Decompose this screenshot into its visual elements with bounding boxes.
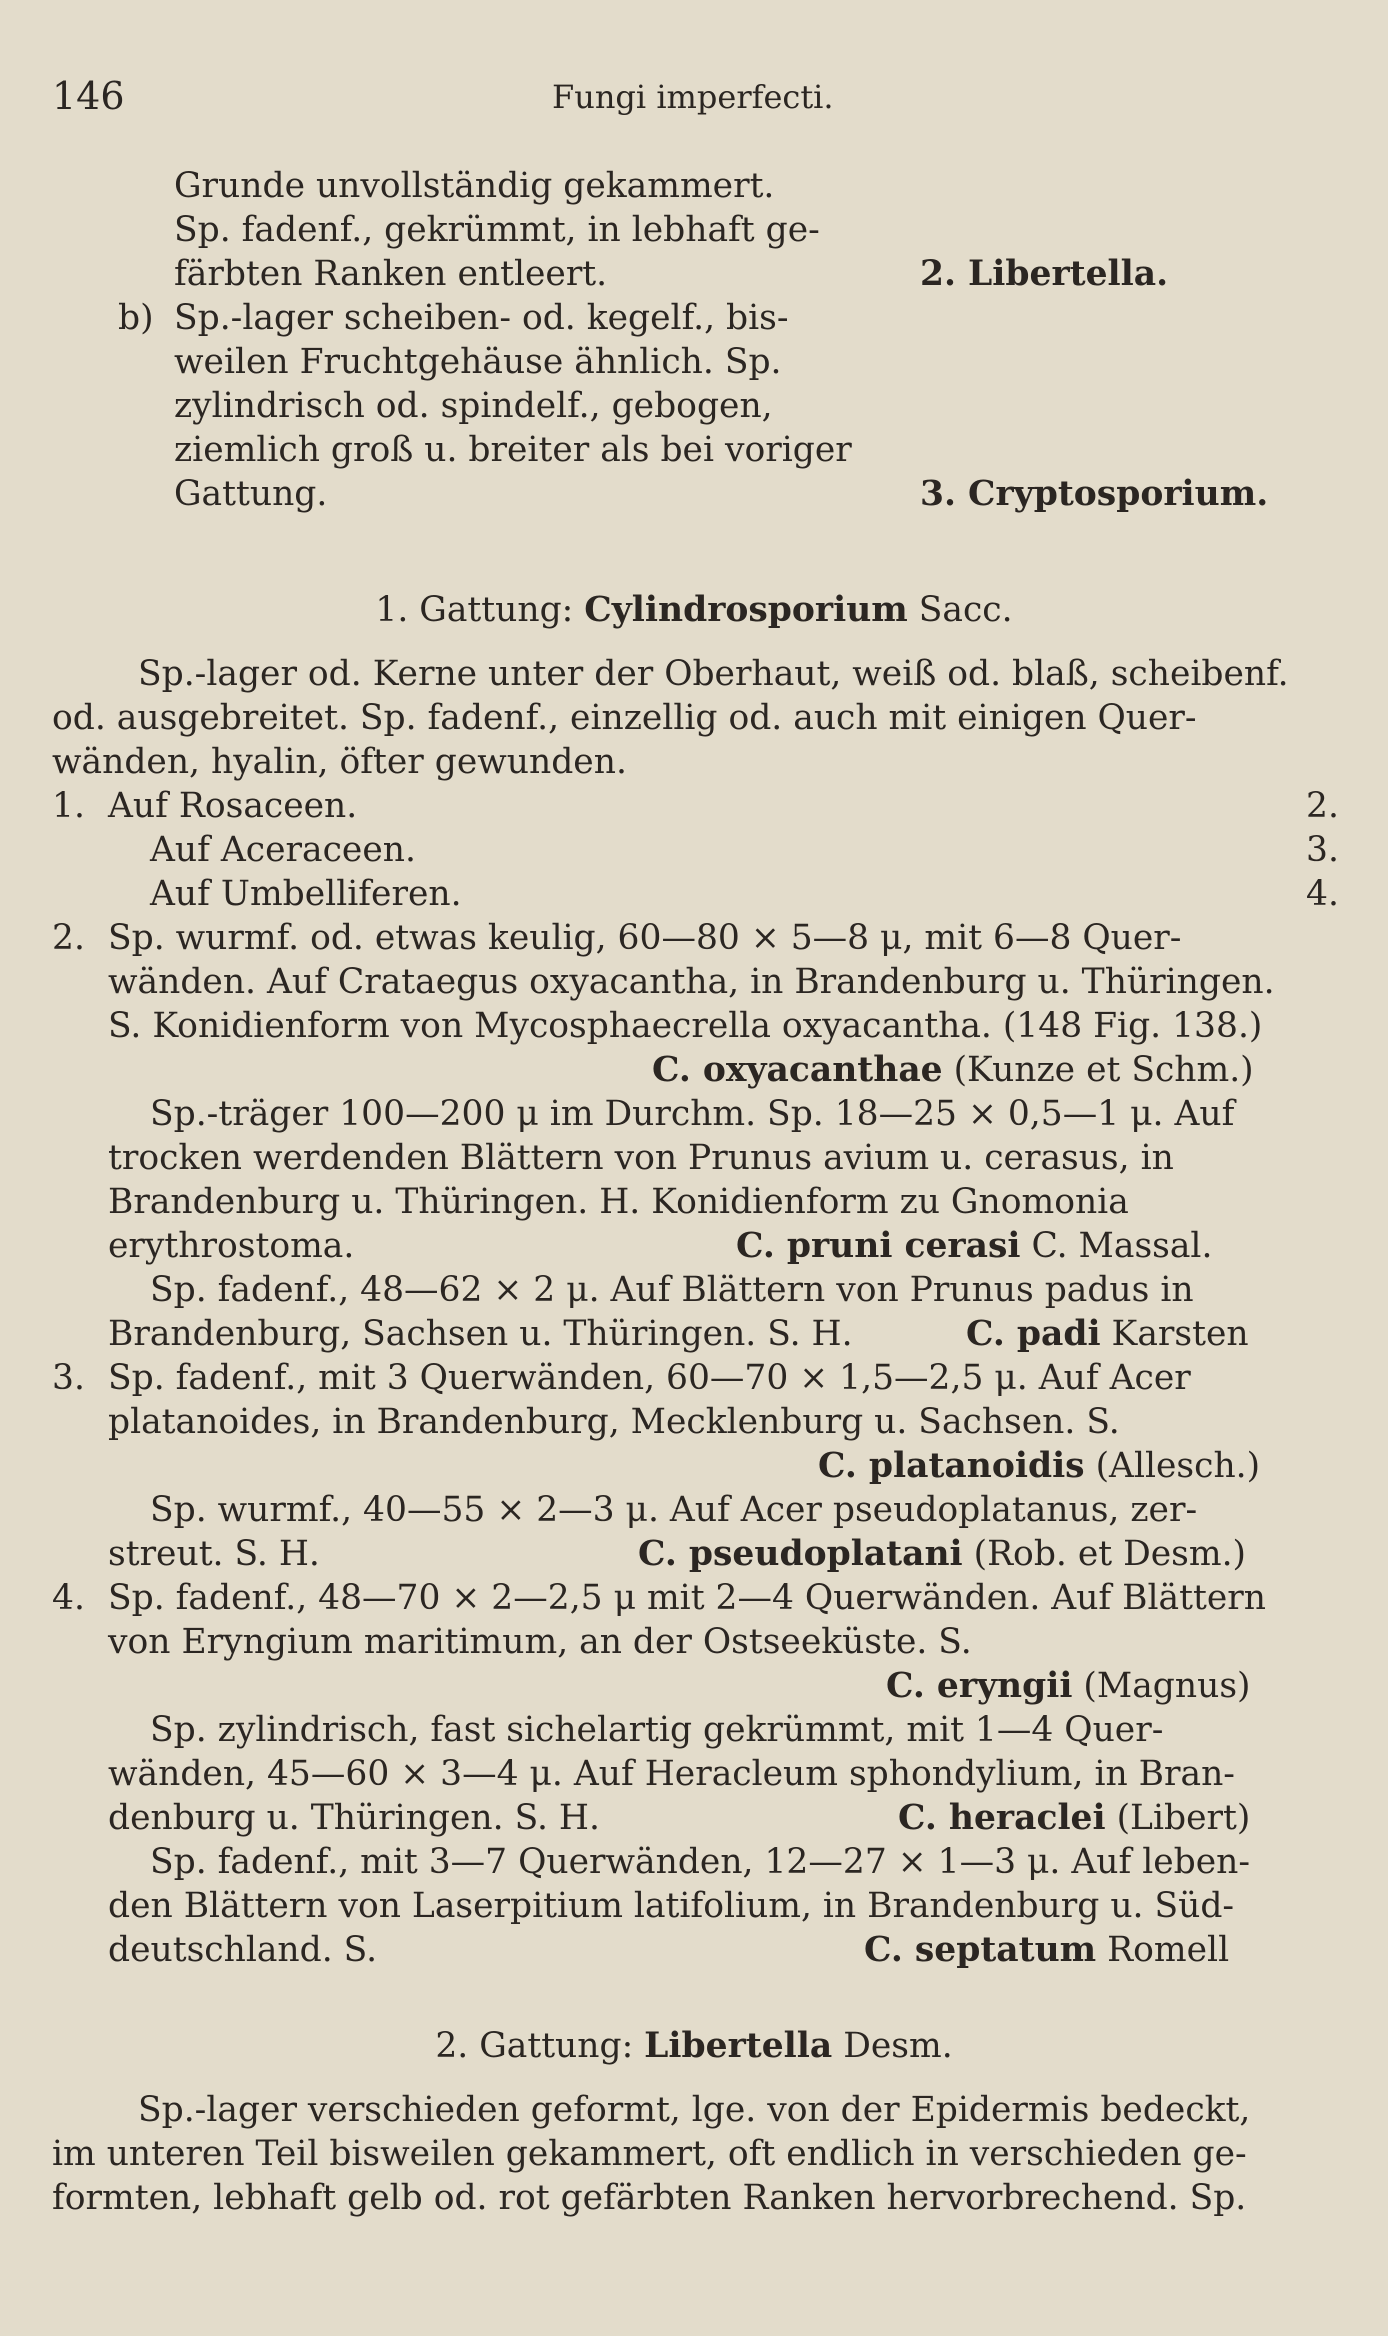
key-number: 4. [52, 1578, 85, 1618]
entry-line: Brandenburg, Sachsen u. Thüringen. S. H. [108, 1314, 853, 1354]
key-text: Auf Rosaceen. [108, 786, 358, 826]
entry-line: Sp. fadenf., 48—62 × 2 μ. Auf Blättern von Prunus padus in [150, 1270, 1194, 1310]
key-number: 3. [52, 1358, 85, 1398]
species-name: C. padi Karsten [966, 1314, 1249, 1354]
intro-line: Sp.-lager verschieden geformt, lge. von der Epidermis bedeckt, [138, 2090, 1251, 2130]
key-marker: b) [118, 298, 154, 338]
key-line: zylindrisch od. spindelf., gebogen, [174, 386, 773, 426]
entry-line: wänden. Auf Crataegus oxyacantha, in Brandenburg u. Thüringen. [108, 962, 1275, 1002]
key-line: Sp. fadenf., gekrümmt, in lebhaft ge- [174, 210, 820, 250]
key-line: ziemlich groß u. breiter als bei voriger [174, 430, 852, 470]
key-ref: 4. [1306, 874, 1339, 914]
intro-line: Sp.-lager od. Kerne unter der Oberhaut, weiß od. blaß, scheibenf. [138, 654, 1289, 694]
section-heading: 1. Gattung: Cylindrosporium Sacc. [375, 590, 1013, 630]
intro-line: formten, lebhaft gelb od. rot gefärbten Ranken hervorbrechend. Sp. [52, 2178, 1247, 2218]
key-text: Auf Aceraceen. [150, 830, 416, 870]
running-title: Fungi imperfecti. [552, 78, 834, 116]
key-line: Sp.-lager scheiben- od. kegelf., bis- [174, 298, 789, 338]
species-name: C. eryngii (Magnus) [886, 1666, 1251, 1706]
key-text: Auf Umbelliferen. [150, 874, 462, 914]
species-name: C. heraclei (Libert) [898, 1798, 1251, 1838]
entry-line: Sp. fadenf., 48—70 × 2—2,5 μ mit 2—4 Querwänden. Auf Blättern [108, 1578, 1266, 1618]
entry-line: S. Konidienform von Mycosphaecrella oxyacantha. (148 Fig. 138.) [108, 1006, 1263, 1046]
entry-line: trocken werdenden Blättern von Prunus avium u. cerasus, in [108, 1138, 1174, 1178]
entry-line: denburg u. Thüringen. S. H. [108, 1798, 600, 1838]
entry-line: Sp. fadenf., mit 3 Querwänden, 60—70 × 1,5—2,5 μ. Auf Acer [108, 1358, 1191, 1398]
entry-line: erythrostoma. [108, 1226, 355, 1266]
entry-line: Sp. wurmf. od. etwas keulig, 60—80 × 5—8 μ, mit 6—8 Quer- [108, 918, 1182, 958]
entry-line: von Eryngium maritimum, an der Ostseeküste. S. [108, 1622, 972, 1662]
entry-line: Sp. fadenf., mit 3—7 Querwänden, 12—27 × 1—3 μ. Auf leben- [150, 1842, 1251, 1882]
intro-line: im unteren Teil bisweilen gekammert, oft endlich in verschieden ge- [52, 2134, 1247, 2174]
entry-line: Sp. zylindrisch, fast sichelartig gekrümmt, mit 1—4 Quer- [150, 1710, 1164, 1750]
species-name: C. pseudoplatani (Rob. et Desm.) [638, 1534, 1247, 1574]
key-number: 2. [52, 918, 85, 958]
entry-line: den Blättern von Laserpitium latifolium, in Brandenburg u. Süd- [108, 1886, 1235, 1926]
species-name: C. platanoidis (Allesch.) [818, 1446, 1261, 1486]
key-result: 2. Libertella. [920, 254, 1169, 294]
key-line: Grunde unvollständig gekammert. [174, 166, 775, 206]
species-name: C. oxyacanthae (Kunze et Schm.) [652, 1050, 1254, 1090]
key-ref: 2. [1306, 786, 1339, 826]
entry-line: Brandenburg u. Thüringen. H. Konidienform zu Gnomonia [108, 1182, 1129, 1222]
intro-line: wänden, hyalin, öfter gewunden. [52, 742, 627, 782]
entry-line: platanoides, in Brandenburg, Mecklenburg u. Sachsen. S. [108, 1402, 1120, 1442]
entry-line: deutschland. S. [108, 1930, 378, 1970]
key-result: 3. Cryptosporium. [920, 474, 1269, 514]
species-name: C. septatum Romell [864, 1930, 1230, 1970]
key-ref: 3. [1306, 830, 1339, 870]
entry-line: Sp.-träger 100—200 μ im Durchm. Sp. 18—25 × 0,5—1 μ. Auf [150, 1094, 1235, 1134]
key-line: färbten Ranken entleert. [174, 254, 608, 294]
key-number: 1. [52, 786, 85, 826]
key-line: Gattung. [174, 474, 328, 514]
section-heading: 2. Gattung: Libertella Desm. [435, 2026, 953, 2066]
entry-line: wänden, 45—60 × 3—4 μ. Auf Heracleum sphondylium, in Bran- [108, 1754, 1235, 1794]
intro-line: od. ausgebreitet. Sp. fadenf., einzellig od. auch mit einigen Quer- [52, 698, 1197, 738]
species-name: C. pruni cerasi C. Massal. [736, 1226, 1213, 1266]
entry-line: streut. S. H. [108, 1534, 320, 1574]
key-line: weilen Fruchtgehäuse ähnlich. Sp. [174, 342, 782, 382]
entry-line: Sp. wurmf., 40—55 × 2—3 μ. Auf Acer pseudoplatanus, zer- [150, 1490, 1198, 1530]
page-number: 146 [52, 74, 125, 118]
